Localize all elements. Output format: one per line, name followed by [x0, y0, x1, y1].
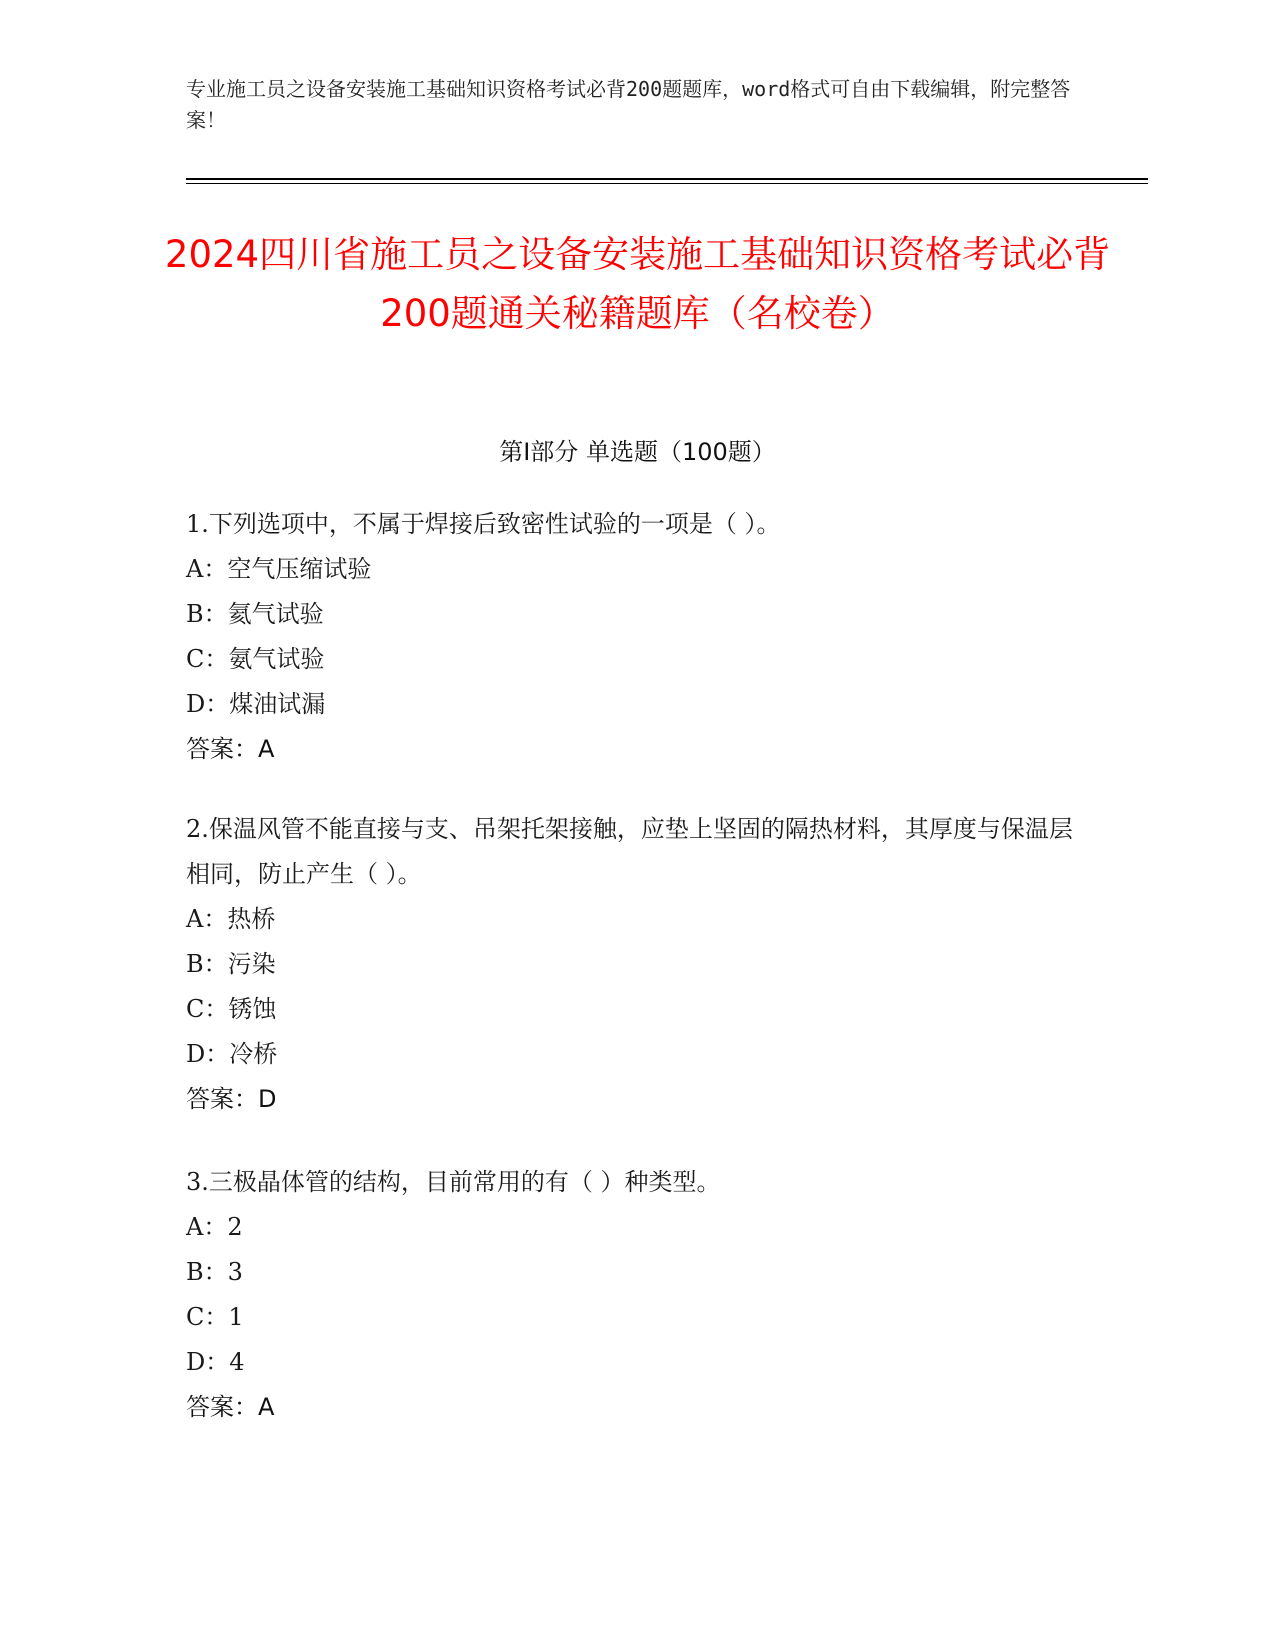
answer: 答案：D: [186, 1085, 277, 1113]
document-title: 2024四川省施工员之设备安装施工基础知识资格考试必背200题通关秘籍题库（名校卷）: [164, 233, 1111, 335]
option-a: A：2: [186, 1213, 243, 1241]
question-stem: 1.下列选项中，不属于焊接后致密性试验的一项是（ ）。: [186, 510, 781, 538]
header-note: 专业施工员之设备安装施工基础知识资格考试必背200题题库，word格式可自由下载编辑，附完整答案！: [186, 77, 1071, 132]
option-c: C：锈蚀: [186, 995, 277, 1023]
question-stem: 3.三极晶体管的结构，目前常用的有（ ）种类型。: [186, 1168, 721, 1196]
question-3: [186, 1160, 1086, 1430]
option-a: A：热桥: [186, 905, 276, 933]
option-c: C：氨气试验: [186, 645, 325, 673]
option-a: A：空气压缩试验: [186, 555, 372, 583]
question-1: [186, 502, 1086, 772]
option-b: B：3: [186, 1258, 243, 1286]
header-divider-thick: [186, 178, 1148, 180]
option-c: C：1: [186, 1303, 244, 1331]
option-b: B：污染: [186, 950, 276, 978]
header-divider-thin: [186, 183, 1148, 184]
option-d: D：4: [186, 1348, 245, 1376]
option-b: B：氦气试验: [186, 600, 324, 628]
answer: 答案：A: [186, 1393, 275, 1421]
option-d: D：冷桥: [186, 1040, 278, 1068]
answer: 答案：A: [186, 735, 275, 763]
question-stem: 2.保温风管不能直接与支、吊架托架接触，应垫上坚固的隔热材料，其厚度与保温层相同，防止产生（ ）。: [186, 815, 1073, 888]
section-heading: 第I部分 单选题（100题）: [499, 438, 776, 466]
option-d: D：煤油试漏: [186, 690, 326, 718]
question-2: [186, 807, 1086, 1122]
